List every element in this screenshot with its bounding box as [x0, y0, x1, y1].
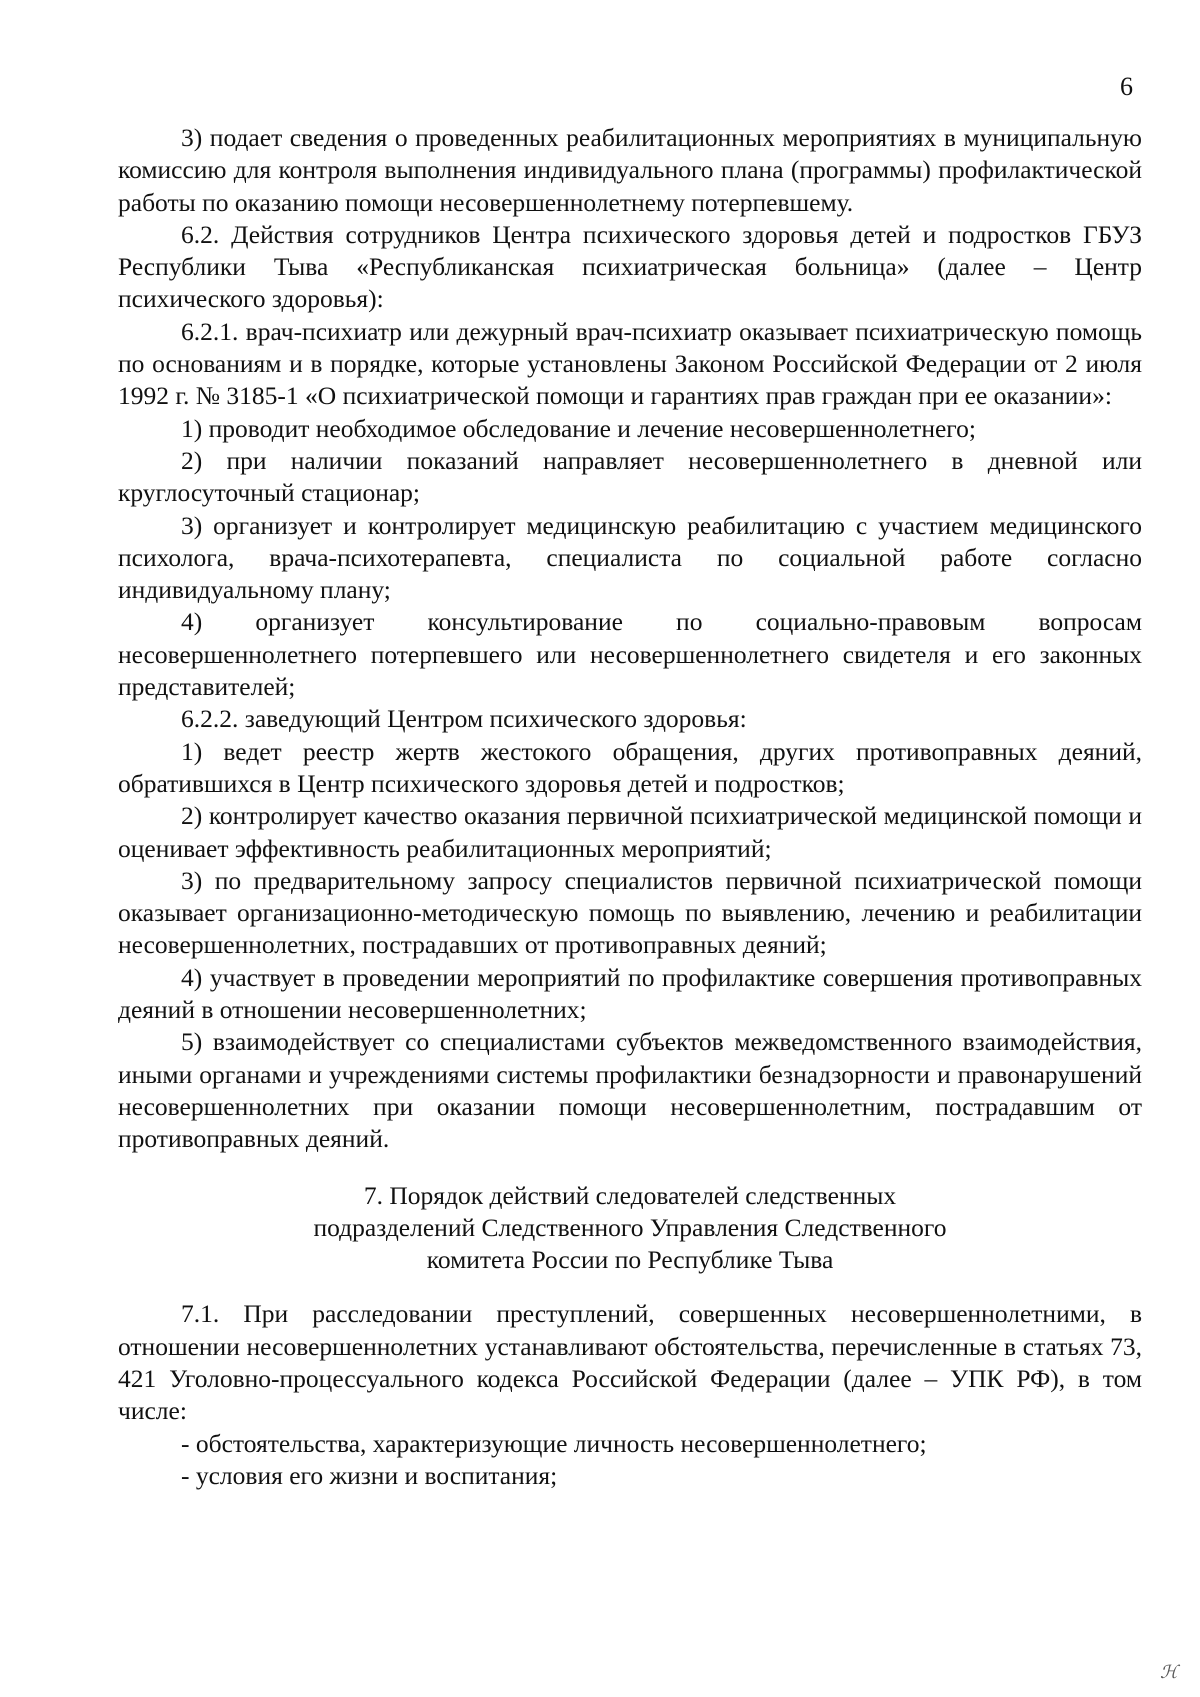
section-heading-line: комитета России по Республике Тыва: [426, 1245, 834, 1275]
paragraph: 6.2.1. врач-психиатр или дежурный врач-психиатр оказывает психиатрическую помощь по основаниям и в порядке, которые установлены Законом Российской Федерации от 2 июля 1992 г. № 3185-1 «О психиатрической помощи и гарантиях прав граждан при ее оказании»:: [118, 316, 1142, 411]
paragraph: 4) участвует в проведении мероприятий по профилактике совершения противоправных деяний в отношении несовершеннолетних;: [118, 962, 1142, 1025]
paragraph: 1) ведет реестр жертв жестокого обращения, других противоправных деяний, обратившихся в Центр психического здоровья детей и подростков;: [118, 736, 1142, 798]
paragraph: 3) подает сведения о проведенных реабилитационных мероприятиях в муниципальную комиссию для контроля выполнения индивидуального плана (программы) профилактической работы по оказанию помощи несовершеннолетнему потерпевшему.: [118, 123, 1142, 217]
paragraph: 6.2. Действия сотрудников Центра психического здоровья детей и подростков ГБУЗ Республики Тыва «Республиканская психиатрическая больница» (далее – Центр психического здоровья):: [118, 219, 1142, 314]
paragraph: 4) организует консультирование по социально-правовым вопросам несовершеннолетнего потерпевшего или несовершеннолетнего свидетеля и его законных представителей;: [118, 607, 1142, 702]
paragraph: 6.2.2. заведующий Центром психического здоровья:: [181, 704, 747, 734]
paragraph: - условия его жизни и воспитания;: [181, 1460, 558, 1490]
page-number: 6: [1120, 72, 1133, 101]
paragraph: 2) контролирует качество оказания первичной психиатрической медицинской помощи и оценивает эффективность реабилитационных мероприятий;: [118, 801, 1142, 863]
paragraph: 3) по предварительному запросу специалистов первичной психиатрической помощи оказывает организационно-методическую помощь по выявлению, лечению и реабилитации несовершеннолетних, пострадавших от противоправных деяний;: [118, 865, 1142, 960]
paragraph: - обстоятельства, характеризующие личность несовершеннолетнего;: [181, 1428, 927, 1458]
paragraph: 1) проводит необходимое обследование и лечение несовершеннолетнего;: [181, 413, 976, 443]
section-heading: [118, 1180, 1142, 1277]
section-heading-line: подразделений Следственного Управления Следственного: [313, 1212, 947, 1242]
section-heading-line: 7. Порядок действий следователей следственных: [363, 1180, 897, 1210]
paragraph: 5) взаимодействует со специалистами субъектов межведомственного взаимодействия, иными органами и учреждениями системы профилактики безнадзорности и правонарушений несовершеннолетних при оказании помощи несовершеннолетним, пострадавшим от противоправных деяний.: [118, 1027, 1142, 1154]
paragraph: 3) организует и контролирует медицинскую реабилитацию с участием медицинского психолога, врача-психотерапевта, специалиста по социальной работе согласно индивидуальному плану;: [118, 510, 1142, 605]
corner-mark: ℋ: [1160, 1662, 1178, 1682]
document-body: [118, 122, 1142, 1492]
paragraph: 2) при наличии показаний направляет несовершеннолетнего в дневной или круглосуточный стационар;: [118, 445, 1142, 508]
paragraph: 7.1. При расследовании преступлений, совершенных несовершеннолетними, в отношении несовершеннолетних устанавливают обстоятельства, перечисленные в статьях 73, 421 Уголовно-процессуального кодекса Российской Федерации (далее – УПК РФ), в том числе:: [118, 1299, 1142, 1426]
